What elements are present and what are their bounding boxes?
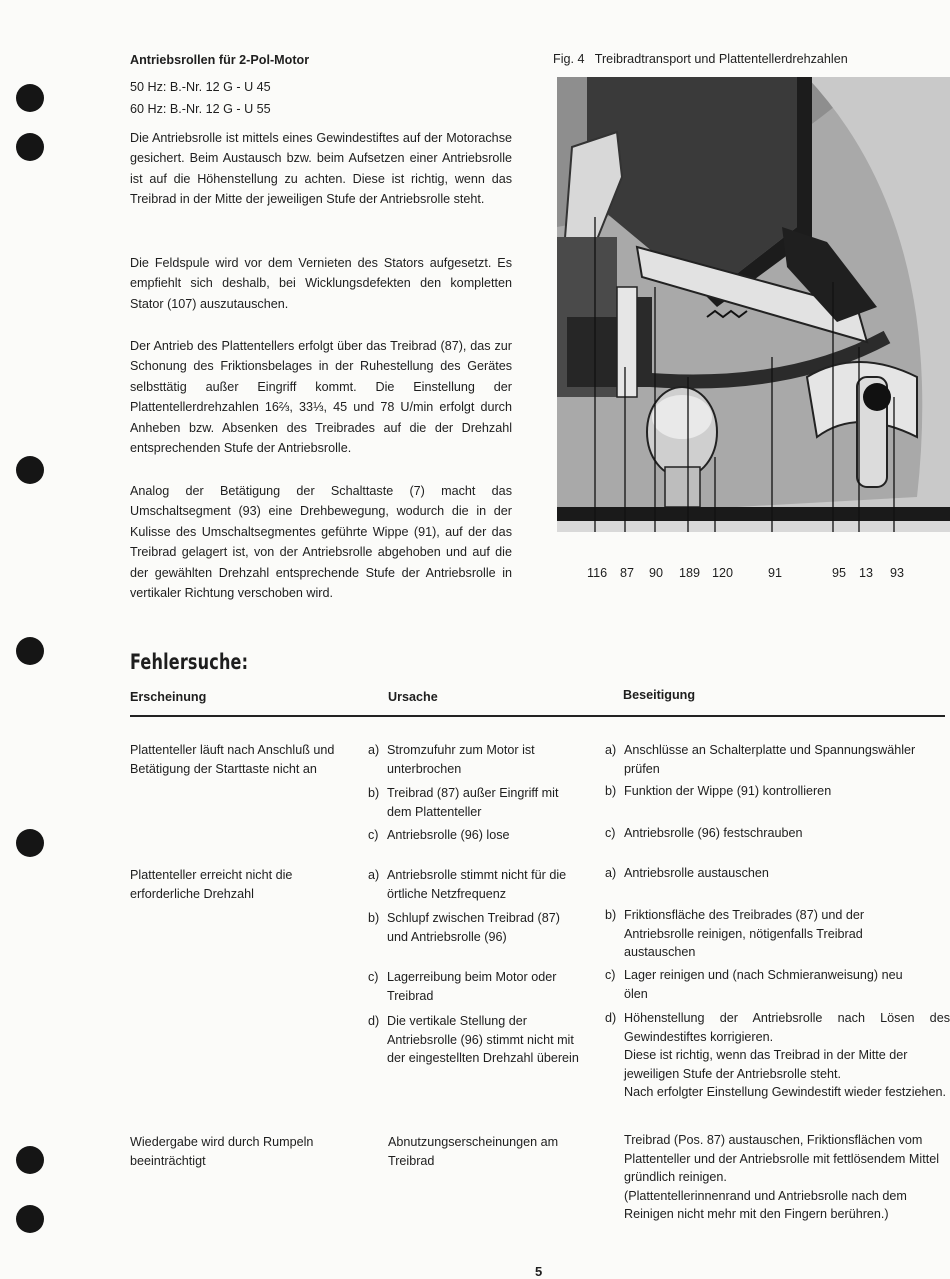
paragraph-schalttaste: Analog der Betätigung der Schalttaste (7) macht das Umschaltsegment (93) eine Drehbewegung, wodurch die in der Kulisse des Umschaltsegmentes geführte Wippe (91), auf der das Treibrad gelagert ist, von der Antriebsrolle abgehoben und auf die der gewählten Drehzahl entsprechende Stufe der Antriebsrolle in vertikaler Richtung verschoben wird. (130, 484, 512, 601)
punch-hole (16, 1146, 44, 1174)
punch-hole (16, 84, 44, 112)
cause-3: Abnutzungserscheinungen am Treibrad (388, 1135, 559, 1168)
paragraph-feldspule: Die Feldspule wird vor dem Vernieten des Stators aufgesetzt. Es empfiehlt sich deshalb, bei Wicklungsdefekten den kompletten Stator (107) auszutauschen. (130, 256, 512, 311)
part-number-60hz: 60 Hz: B.-Nr. 12 G - U 55 (130, 102, 271, 116)
callout-91: 91 (768, 566, 783, 580)
fix-1a: a) Anschlüsse an Schalterplatte und Spannungswähler prüfen (605, 743, 916, 776)
paragraph-antriebsrolle: Die Antriebsrolle ist mittels eines Gewindestiftes auf der Motorachse gesichert. Beim Austausch bzw. beim Aufsetzen einer Antriebsrolle ist auf die Höhenstellung zu achten. Diese ist richtig, wenn das Treibrad in der Mitte der jeweiligen Stufe der Antriebsrolle steht. (130, 131, 512, 207)
callout-189: 189 (679, 566, 701, 580)
symptom-3: Wiedergabe wird durch Rumpeln beeinträchtigt (130, 1135, 314, 1168)
cause-2c: c) Lagerreibung beim Motor oder Treibrad (368, 970, 557, 1003)
callout-116: 116 (587, 566, 608, 580)
callout-120: 120 (712, 566, 734, 580)
fix-3: Treibrad (Pos. 87) austauschen, Friktionsflächen vom Plattenteller und der Antriebsrolle mit fettlösendem Mittel gründlich reinigen. (Plattentellerinnenrand und Antriebsrolle nach dem Reinigen nicht mehr mit den Fingern berühren.) (624, 1133, 939, 1221)
fix-2a: a) Antriebsrolle austauschen (605, 866, 769, 880)
symptom-1: Plattenteller läuft nach Anschluß und Betätigung der Starttaste nicht an (130, 743, 335, 776)
punch-hole (16, 133, 44, 161)
paragraph-antrieb: Der Antrieb des Plattentellers erfolgt über das Treibrad (87), das zur Schonung des Friktionsbelages in der Ruhestellung des Gerätes selbsttätig außer Eingriff kommt. Die Einstellung der Plattentellerdrehzahlen 16⅔, 33⅓, 45 und 78 U/min erfolgt durch Anheben bzw. Absenken des Treibrades auf die der Drehzahl entsprechenden Stufe der Antriebsrolle. (130, 339, 512, 456)
part-number-50hz: 50 Hz: B.-Nr. 12 G - U 45 (130, 80, 271, 94)
header-ursache: Ursache (388, 690, 438, 704)
callout-90: 90 (649, 566, 664, 580)
callout-13: 13 (859, 566, 874, 580)
table-header-rule (130, 715, 945, 717)
callout-95: 95 (832, 566, 847, 580)
cause-1c: c) Antriebsrolle (96) lose (368, 828, 510, 842)
punch-hole (16, 456, 44, 484)
header-erscheinung: Erscheinung (130, 690, 207, 704)
fix-2b: b) Friktionsfläche des Treibrades (87) und der Antriebsrolle reinigen, nötigenfalls Treibrad austauschen (605, 908, 865, 959)
fix-1c: c) Antriebsrolle (96) festschrauben (605, 826, 803, 840)
cause-2d: d) Die vertikale Stellung der Antriebsrolle (96) stimmt nicht mit der eingestellten Drehzahl überein (368, 1014, 579, 1065)
callout-87: 87 (620, 566, 635, 580)
section-title: Fehlersuche: (130, 650, 249, 674)
page-number: 5 (535, 1264, 543, 1279)
fix-1b: b) Funktion der Wippe (91) kontrollieren (605, 784, 832, 798)
header-beseitigung: Beseitigung (623, 688, 696, 702)
callout-93: 93 (890, 566, 905, 580)
punch-hole (16, 1205, 44, 1233)
cause-2a: a) Antriebsrolle stimmt nicht für die örtliche Netzfrequenz (368, 868, 567, 901)
cause-2b: b) Schlupf zwischen Treibrad (87) und Antriebsrolle (96) (368, 911, 560, 944)
punch-hole (16, 637, 44, 665)
figure-photo (557, 77, 950, 532)
figure-caption: Fig. 4 Treibradtransport und Plattentellerdrehzahlen (553, 52, 848, 66)
punch-hole (16, 829, 44, 857)
turntable-mechanism-photo (557, 77, 950, 532)
cause-1a: a) Stromzufuhr zum Motor ist unterbrochen (368, 743, 535, 776)
symptom-2: Plattenteller erreicht nicht die erforderliche Drehzahl (130, 868, 293, 901)
fix-2d: d) Höhenstellung der Antriebsrolle nach Lösen des Gewindestiftes korrigieren. Diese ist richtig, wenn das Treibrad in der Mitte der jeweiligen Stufe der Antriebsrolle steht. Nach erfolgter Einstellung Gewindestift wieder festziehen. (605, 1011, 950, 1099)
fix-2c: c) Lager reinigen und (nach Schmieranweisung) neu ölen (605, 968, 903, 1001)
cause-1b: b) Treibrad (87) außer Eingriff mit dem Plattenteller (368, 786, 559, 819)
motor-heading: Antriebsrollen für 2-Pol-Motor (130, 53, 310, 67)
